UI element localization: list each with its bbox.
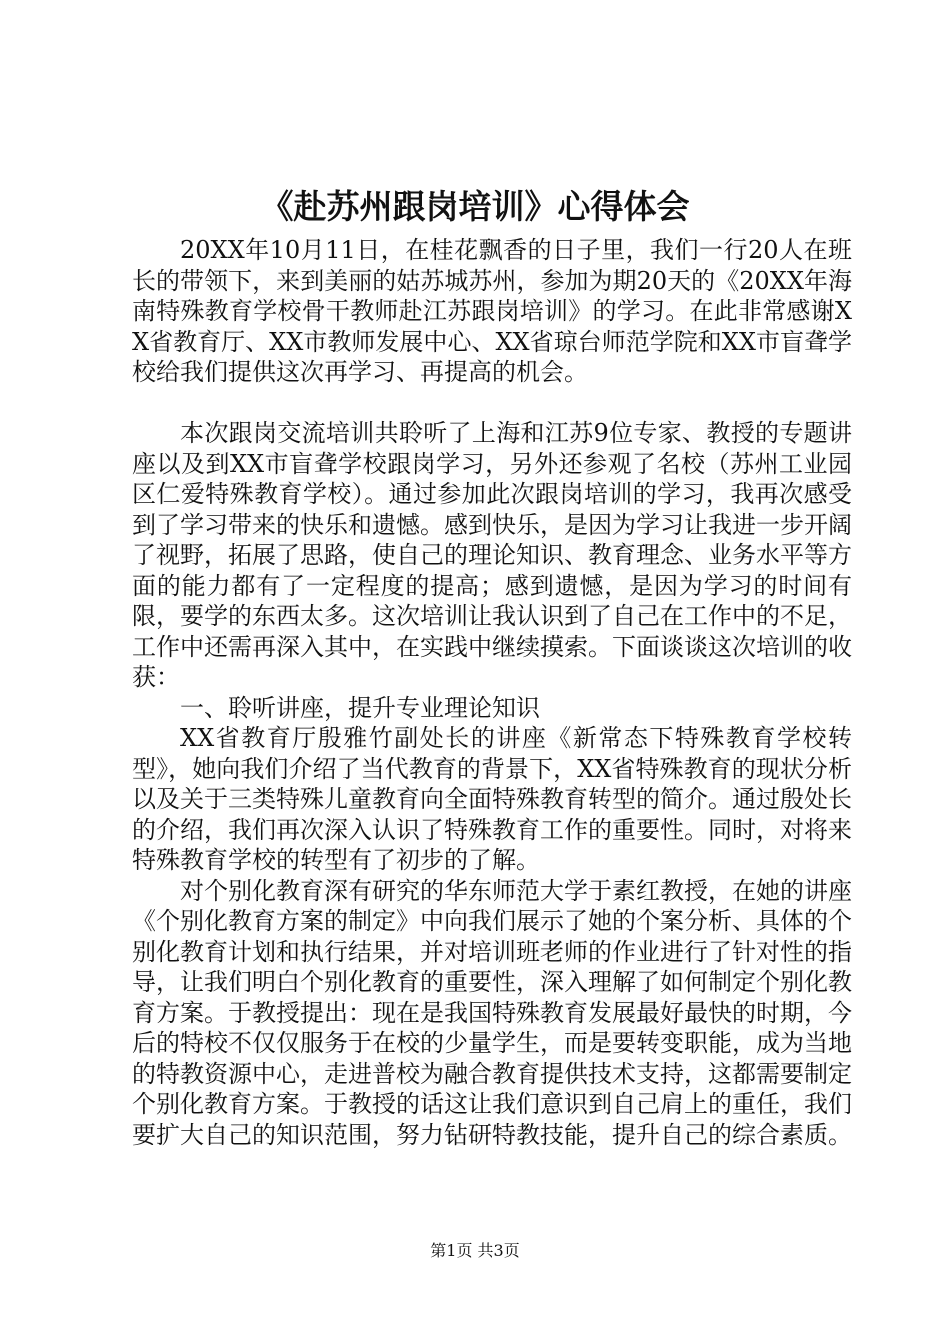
paragraph-lecture-yin: XX省教育厅殷雅竹副处长的讲座《新常态下特殊教育学校转型》，她向我们介绍了当代教育的背景下，XX省特殊教育的现状分析以及关于三类特殊儿童教育向全面特殊教育转型的简介。通过殷处长的介绍，我们再次深入认识了特殊教育工作的重要性。同时，对将来特殊教育学校的转型有了初步的了解。 [132,724,852,874]
paragraph-intro: 20XX年10月11日，在桂花飘香的日子里，我们一行20人在班长的带领下，来到美丽的姑苏城苏州，参加为期20天的《20XX年海南特殊教育学校骨干教师赴江苏跟岗培训》的学习。在此非常感谢XX省教育厅、XX市教师发展中心、XX省琼台师范学院和XX市盲聋学校给我们提供这次再学习、再提高的机会。 [132,236,852,386]
document-body [132,235,852,1150]
paragraph-overview: 本次跟岗交流培训共聆听了上海和江苏9位专家、教授的专题讲座以及到XX市盲聋学校跟岗学习，另外还参观了名校（苏州工业园区仁爱特殊教育学校）。通过参加此次跟岗培训的学习，我再次感受到了学习带来的快乐和遗憾。感到快乐，是因为学习让我进一步开阔了视野，拓展了思路，使自己的理论知识、教育理念、业务水平等方面的能力都有了一定程度的提高；感到遗憾，是因为学习的时间有限，要学的东西太多。这次培训让我认识到了自己在工作中的不足，工作中还需再深入其中，在实践中继续摸索。下面谈谈这次培训的收获： [132,419,852,691]
document-title: 《赴苏州跟岗培训》心得体会 [260,187,690,226]
page-number-footer: 第1页 共3页 [430,1241,520,1260]
paragraph-lecture-yu: 对个别化教育深有研究的华东师范大学于素红教授，在她的讲座《个别化教育方案的制定》中向我们展示了她的个案分析、具体的个别化教育计划和执行结果，并对培训班老师的作业进行了针对性的指导，让我们明白个别化教育的重要性，深入理解了如何制定个别化教育方案。于教授提出：现在是我国特殊教育发展最好最快的时期，今后的特校不仅仅服务于在校的少量学生，而是要转变职能，成为当地的特教资源中心，走进普校为融合教育提供技术支持，这都需要制定个别化教育方案。于教授的话这让我们意识到自己肩上的重任，我们要扩大自己的知识范围，努力钻研特教技能，提升自己的综合素质。 [132,876,852,1149]
section-heading-lectures: 一、聆听讲座，提升专业理论知识 [180,693,540,722]
